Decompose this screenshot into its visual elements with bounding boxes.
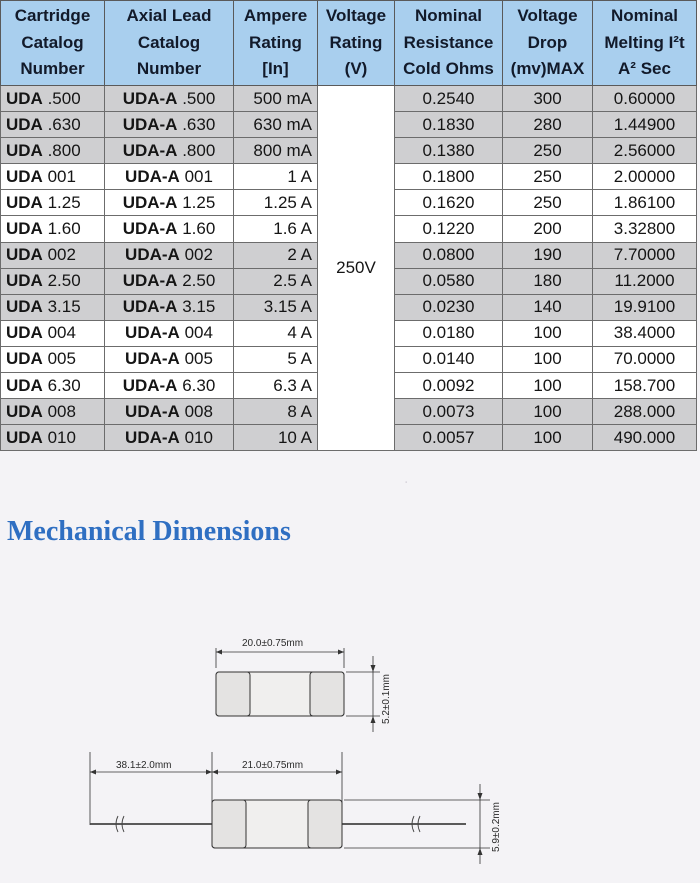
cartridge-code: 001 xyxy=(47,166,76,186)
resistance-cell: 0.0140 xyxy=(395,346,503,372)
axial-code: 010 xyxy=(184,427,213,447)
axial-code: 002 xyxy=(184,245,213,265)
voltage-drop-cell: 100 xyxy=(503,399,593,425)
melting-cell: 288.000 xyxy=(593,399,697,425)
cartridge-catalog-cell xyxy=(1,399,105,425)
resistance-cell: 0.2540 xyxy=(395,86,503,112)
cartridge-code: .800 xyxy=(47,140,81,160)
bleed-text: . xyxy=(404,470,409,487)
axial-prefix: UDA-A xyxy=(122,297,178,317)
voltage-drop-cell: 140 xyxy=(503,294,593,320)
resistance-cell: 0.0230 xyxy=(395,294,503,320)
cartridge-catalog-cell xyxy=(1,164,105,190)
table-row xyxy=(1,86,697,112)
axial-lead-length-label: 38.1±2.0mm xyxy=(116,760,172,771)
voltage-drop-cell: 280 xyxy=(503,112,593,138)
header-cartridge: Cartridge Catalog Number xyxy=(1,1,105,86)
melting-cell: 38.4000 xyxy=(593,320,697,346)
cartridge-catalog-cell xyxy=(1,138,105,164)
cartridge-prefix: UDA xyxy=(6,401,43,421)
axial-catalog-cell xyxy=(105,112,234,138)
cartridge-catalog-cell xyxy=(1,373,105,399)
cartridge-code: 004 xyxy=(47,323,76,343)
axial-prefix: UDA-A xyxy=(122,88,178,108)
axial-catalog-cell xyxy=(105,86,234,112)
axial-diameter-label: 5.9±0.2mm xyxy=(491,802,502,852)
resistance-cell: 0.0073 xyxy=(395,399,503,425)
cartridge-catalog-cell xyxy=(1,190,105,216)
header-resistance: Nominal Resistance Cold Ohms xyxy=(395,1,503,86)
axial-code: 6.30 xyxy=(182,375,216,395)
axial-code: .630 xyxy=(182,114,216,134)
axial-lead-fuse-drawing xyxy=(90,752,502,864)
melting-cell: 19.9100 xyxy=(593,294,697,320)
cartridge-prefix: UDA xyxy=(6,114,43,134)
header-voltage-rating: Voltage Rating (V) xyxy=(318,1,395,86)
header-melting: Nominal Melting I²t A² Sec xyxy=(593,1,697,86)
cartridge-prefix: UDA xyxy=(6,349,43,369)
melting-cell: 2.00000 xyxy=(593,164,697,190)
axial-code: 008 xyxy=(184,401,213,421)
cartridge-prefix: UDA xyxy=(6,271,43,291)
voltage-drop-cell: 300 xyxy=(503,86,593,112)
cartridge-prefix: UDA xyxy=(6,219,43,239)
melting-cell: 1.44900 xyxy=(593,112,697,138)
voltage-drop-cell: 190 xyxy=(503,242,593,268)
axial-body-length-label: 21.0±0.75mm xyxy=(242,760,304,771)
cartridge-catalog-cell xyxy=(1,425,105,451)
axial-code: .500 xyxy=(182,88,216,108)
cartridge-code: 2.50 xyxy=(47,271,81,291)
axial-code: 004 xyxy=(184,323,213,343)
resistance-cell: 0.0580 xyxy=(395,268,503,294)
cartridge-code: 002 xyxy=(47,245,76,265)
header-voltage-drop: Voltage Drop (mv)MAX xyxy=(503,1,593,86)
cartridge-catalog-cell xyxy=(1,216,105,242)
axial-code: .800 xyxy=(182,140,216,160)
axial-catalog-cell xyxy=(105,373,234,399)
cartridge-catalog-cell xyxy=(1,112,105,138)
voltage-drop-cell: 100 xyxy=(503,425,593,451)
axial-prefix: UDA-A xyxy=(125,401,180,421)
axial-prefix: UDA-A xyxy=(122,375,178,395)
axial-code: 1.25 xyxy=(182,192,216,212)
header-ampere-rating: Ampere Rating [In] xyxy=(234,1,318,86)
axial-catalog-cell xyxy=(105,425,234,451)
axial-catalog-cell xyxy=(105,216,234,242)
melting-cell: 1.86100 xyxy=(593,190,697,216)
axial-code: 005 xyxy=(184,349,213,369)
axial-code: 001 xyxy=(184,166,213,186)
axial-prefix: UDA-A xyxy=(125,245,180,265)
voltage-drop-cell: 100 xyxy=(503,373,593,399)
resistance-cell: 0.0800 xyxy=(395,242,503,268)
axial-prefix: UDA-A xyxy=(122,192,178,212)
axial-catalog-cell xyxy=(105,164,234,190)
ampere-rating-cell: 5 A xyxy=(234,346,318,372)
cartridge-prefix: UDA xyxy=(6,245,43,265)
ampere-rating-cell: 2.5 A xyxy=(234,268,318,294)
cartridge-catalog-cell xyxy=(1,320,105,346)
voltage-drop-cell: 250 xyxy=(503,138,593,164)
cartridge-code: 005 xyxy=(47,349,76,369)
ampere-rating-cell: 3.15 A xyxy=(234,294,318,320)
cartridge-catalog-cell xyxy=(1,242,105,268)
cartridge-code: 1.60 xyxy=(47,219,81,239)
ampere-rating-cell: 6.3 A xyxy=(234,373,318,399)
voltage-drop-cell: 100 xyxy=(503,320,593,346)
axial-prefix: UDA-A xyxy=(125,166,180,186)
cartridge-prefix: UDA xyxy=(6,192,43,212)
axial-catalog-cell xyxy=(105,294,234,320)
cartridge-prefix: UDA xyxy=(6,427,43,447)
header-axial-lead: Axial Lead Catalog Number xyxy=(105,1,234,86)
axial-catalog-cell xyxy=(105,138,234,164)
resistance-cell: 0.1220 xyxy=(395,216,503,242)
table-body xyxy=(1,86,697,451)
cartridge-prefix: UDA xyxy=(6,375,43,395)
melting-cell: 7.70000 xyxy=(593,242,697,268)
axial-catalog-cell xyxy=(105,190,234,216)
cartridge-catalog-cell xyxy=(1,86,105,112)
axial-prefix: UDA-A xyxy=(125,349,180,369)
resistance-cell: 0.1830 xyxy=(395,112,503,138)
melting-cell: 158.700 xyxy=(593,373,697,399)
cartridge-prefix: UDA xyxy=(6,88,43,108)
cartridge-prefix: UDA xyxy=(6,140,43,160)
axial-catalog-cell xyxy=(105,320,234,346)
cartridge-prefix: UDA xyxy=(6,166,43,186)
ampere-rating-cell: 800 mA xyxy=(234,138,318,164)
resistance-cell: 0.0057 xyxy=(395,425,503,451)
axial-catalog-cell xyxy=(105,399,234,425)
ampere-rating-cell: 10 A xyxy=(234,425,318,451)
cartridge-code: 6.30 xyxy=(47,375,81,395)
cartridge-catalog-cell xyxy=(1,346,105,372)
cartridge-fuse-drawing xyxy=(216,638,392,732)
ampere-rating-cell: 500 mA xyxy=(234,86,318,112)
section-title: Mechanical Dimensions xyxy=(7,516,291,547)
voltage-rating-cell: 250V xyxy=(318,86,395,451)
resistance-cell: 0.0180 xyxy=(395,320,503,346)
ampere-rating-cell: 1 A xyxy=(234,164,318,190)
ampere-rating-cell: 4 A xyxy=(234,320,318,346)
melting-cell: 3.32800 xyxy=(593,216,697,242)
cartridge-code: .630 xyxy=(47,114,81,134)
ampere-rating-cell: 630 mA xyxy=(234,112,318,138)
axial-catalog-cell xyxy=(105,268,234,294)
voltage-drop-cell: 100 xyxy=(503,346,593,372)
axial-prefix: UDA-A xyxy=(122,114,178,134)
cartridge-code: 1.25 xyxy=(47,192,81,212)
melting-cell: 70.0000 xyxy=(593,346,697,372)
table-header-row xyxy=(1,1,697,86)
ampere-rating-cell: 1.6 A xyxy=(234,216,318,242)
axial-prefix: UDA-A xyxy=(125,323,180,343)
axial-prefix: UDA-A xyxy=(122,219,178,239)
cartridge-code: .500 xyxy=(47,88,81,108)
voltage-drop-cell: 250 xyxy=(503,164,593,190)
cartridge-diameter-label: 5.2±0.1mm xyxy=(381,674,392,724)
resistance-cell: 0.0092 xyxy=(395,373,503,399)
axial-catalog-cell xyxy=(105,346,234,372)
cartridge-prefix: UDA xyxy=(6,323,43,343)
melting-cell: 490.000 xyxy=(593,425,697,451)
voltage-drop-cell: 250 xyxy=(503,190,593,216)
melting-cell: 2.56000 xyxy=(593,138,697,164)
ampere-rating-cell: 2 A xyxy=(234,242,318,268)
axial-prefix: UDA-A xyxy=(125,427,180,447)
voltage-drop-cell: 200 xyxy=(503,216,593,242)
cartridge-code: 3.15 xyxy=(47,297,81,317)
mechanical-dimensions-drawing xyxy=(0,600,700,883)
axial-prefix: UDA-A xyxy=(122,140,178,160)
axial-code: 1.60 xyxy=(182,219,216,239)
cartridge-prefix: UDA xyxy=(6,297,43,317)
resistance-cell: 0.1800 xyxy=(395,164,503,190)
cartridge-length-label: 20.0±0.75mm xyxy=(242,638,304,649)
cartridge-catalog-cell xyxy=(1,268,105,294)
resistance-cell: 0.1380 xyxy=(395,138,503,164)
axial-code: 2.50 xyxy=(182,271,216,291)
cartridge-code: 010 xyxy=(47,427,76,447)
melting-cell: 0.60000 xyxy=(593,86,697,112)
melting-cell: 11.2000 xyxy=(593,268,697,294)
resistance-cell: 0.1620 xyxy=(395,190,503,216)
ampere-rating-cell: 8 A xyxy=(234,399,318,425)
axial-prefix: UDA-A xyxy=(122,271,178,291)
ampere-rating-cell: 1.25 A xyxy=(234,190,318,216)
axial-code: 3.15 xyxy=(182,297,216,317)
axial-catalog-cell xyxy=(105,242,234,268)
cartridge-catalog-cell xyxy=(1,294,105,320)
voltage-drop-cell: 180 xyxy=(503,268,593,294)
cartridge-code: 008 xyxy=(47,401,76,421)
